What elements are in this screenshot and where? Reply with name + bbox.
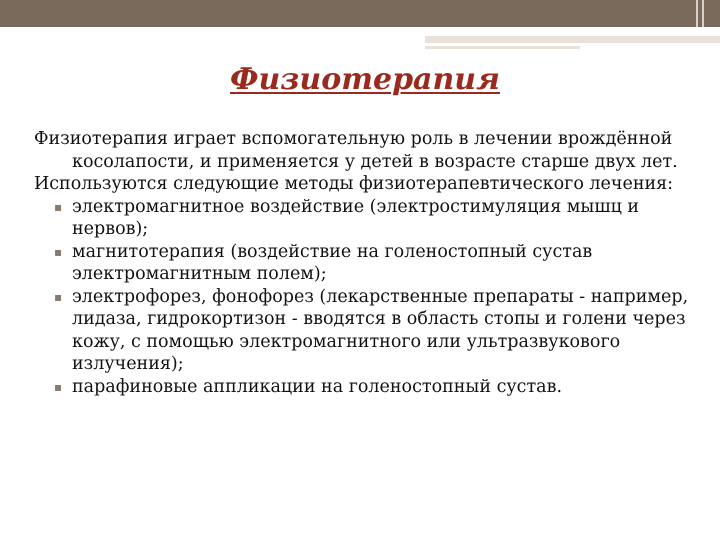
methods-heading: Используются следующие методы физиотерапевтического лечения:: [34, 174, 674, 194]
list-item: [34, 196, 704, 241]
slide-title: Физиотерапия: [230, 62, 500, 97]
intro-paragraph: Физиотерапия играет вспомогательную роль в лечении врождённой косолапости, и применяется у детей в возрасте старше двух лет.: [34, 129, 678, 172]
square-bullet-icon: ▪: [54, 199, 63, 214]
list-item-text: магнитотерапия (воздействие на голеностопный сустав электромагнитным полем);: [72, 241, 593, 284]
slide-body: [34, 128, 704, 398]
list-item: [34, 241, 704, 286]
list-item: [34, 376, 704, 399]
square-bullet-icon: ▪: [54, 289, 63, 304]
list-item-text: парафиновые аппликации на голеностопный сустав.: [72, 376, 563, 397]
band-stripe: [702, 0, 704, 27]
top-decor-band: [0, 0, 720, 27]
band-stripe: [696, 0, 698, 27]
accent-line: [425, 36, 720, 43]
square-bullet-icon: ▪: [54, 379, 63, 394]
list-item-text: электрофорез, фонофорез (лекарственные препараты - например, лидаза, гидрокортизон - вводятся в область стопы и голени через кожу, с помощью электромагнитного или ультразвукового излучения);: [72, 286, 689, 374]
square-bullet-icon: ▪: [54, 244, 63, 259]
accent-line: [425, 46, 580, 49]
list-item: [34, 286, 704, 376]
list-item-text: электромагнитное воздействие (электростимуляция мышц и нервов);: [72, 196, 640, 239]
